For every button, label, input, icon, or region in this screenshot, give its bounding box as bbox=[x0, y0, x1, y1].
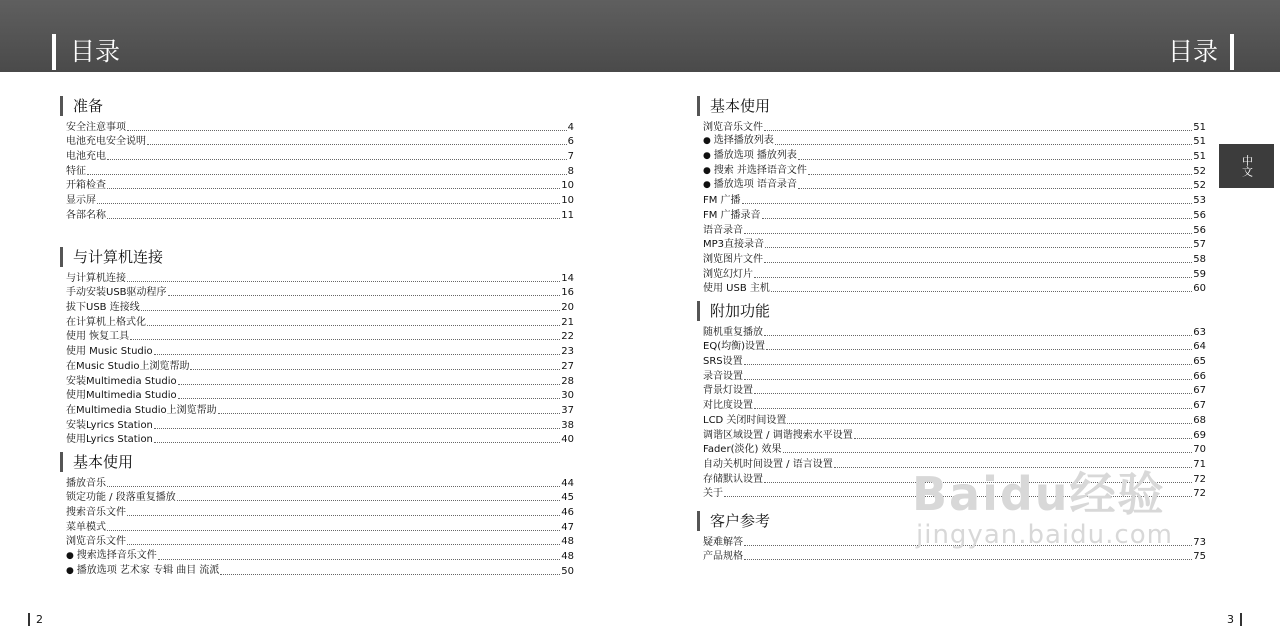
toc-entry-label: 浏览幻灯片 bbox=[703, 268, 753, 280]
toc-entry[interactable] bbox=[66, 207, 574, 222]
toc-entry-page: 52 bbox=[1193, 165, 1206, 177]
toc-entry[interactable] bbox=[66, 329, 574, 344]
toc-entry-label: Fader(淡化) 效果 bbox=[703, 444, 782, 456]
toc-entry-page: 53 bbox=[1193, 195, 1206, 207]
dot-leader bbox=[130, 339, 560, 340]
dot-leader bbox=[771, 291, 1192, 292]
toc-entry[interactable] bbox=[66, 148, 574, 163]
dot-leader bbox=[154, 428, 560, 429]
toc-entry-page: 59 bbox=[1193, 268, 1206, 280]
toc-left-column bbox=[66, 96, 574, 578]
toc-entry-label: LCD 关闭时间设置 bbox=[703, 414, 787, 426]
toc-entry-label: 锁定功能 / 段落重复播放 bbox=[66, 492, 176, 504]
toc-entry-page: 22 bbox=[561, 331, 574, 343]
toc-entry-page: 64 bbox=[1193, 341, 1206, 353]
toc-entry-label: 安装Multimedia Studio bbox=[66, 375, 177, 387]
toc-entry-label: 随机重复播放 bbox=[703, 326, 763, 338]
toc-entry[interactable] bbox=[703, 549, 1206, 564]
toc-entry-label: 存储默认设置 bbox=[703, 473, 763, 485]
dot-leader bbox=[744, 559, 1192, 560]
toc-entry[interactable] bbox=[66, 504, 574, 519]
toc-entry-label: ● 播放选项 艺术家 专辑 曲目 流派 bbox=[66, 564, 219, 578]
dot-leader bbox=[127, 515, 560, 516]
toc-entry-label: 菜单模式 bbox=[66, 521, 106, 533]
toc-entry-page: 46 bbox=[561, 507, 574, 519]
dot-leader bbox=[127, 544, 560, 545]
toc-entry[interactable] bbox=[66, 548, 574, 563]
dot-leader bbox=[754, 277, 1192, 278]
toc-section bbox=[66, 452, 574, 578]
toc-entry-page: 72 bbox=[1193, 488, 1206, 500]
toc-entry[interactable] bbox=[66, 119, 574, 134]
toc-entry[interactable] bbox=[66, 490, 574, 505]
toc-entry[interactable] bbox=[66, 314, 574, 329]
toc-entry-page: 66 bbox=[1193, 370, 1206, 382]
dot-leader bbox=[127, 130, 567, 131]
toc-entry-label: 自动关机时间设置 / 语言设置 bbox=[703, 458, 833, 470]
toc-entry-label: SRS设置 bbox=[703, 356, 743, 368]
dot-leader bbox=[154, 442, 560, 443]
toc-entry-page: 69 bbox=[1193, 429, 1206, 441]
toc-section bbox=[66, 96, 574, 242]
toc-entry[interactable] bbox=[66, 192, 574, 207]
toc-entry-label: 拔下USB 连接线 bbox=[66, 302, 140, 314]
toc-entry[interactable] bbox=[66, 432, 574, 447]
toc-section bbox=[703, 96, 1206, 301]
toc-entry-page: 10 bbox=[561, 180, 574, 192]
section-title: 准备 bbox=[60, 96, 574, 116]
toc-entry-label: 手动安装USB驱动程序 bbox=[66, 287, 167, 299]
toc-entry-label: 使用 USB 主机 bbox=[703, 283, 770, 295]
dot-leader bbox=[762, 218, 1193, 219]
toc-entry-page: 23 bbox=[561, 346, 574, 358]
toc-entry[interactable] bbox=[703, 281, 1206, 296]
toc-entry-page: 37 bbox=[561, 404, 574, 416]
toc-entry-label: 安装Lyrics Station bbox=[66, 419, 153, 431]
dot-leader bbox=[764, 130, 1192, 131]
toc-entry-label: 开箱检查 bbox=[66, 180, 106, 192]
section-title: 与计算机连接 bbox=[60, 247, 574, 267]
toc-entry-label: 疑难解答 bbox=[703, 536, 743, 548]
toc-entry-page: 70 bbox=[1193, 444, 1206, 456]
dot-leader bbox=[787, 423, 1192, 424]
dot-leader bbox=[178, 384, 561, 385]
toc-entry-page: 58 bbox=[1193, 253, 1206, 265]
section-title: 客户参考 bbox=[697, 511, 1206, 531]
toc-entry-page: 48 bbox=[561, 551, 574, 563]
watermark bbox=[912, 468, 1173, 550]
toc-entry-page: 63 bbox=[1193, 326, 1206, 338]
toc-entry-page: 67 bbox=[1193, 400, 1206, 412]
toc-entry-label: ● 搜索选择音乐文件 bbox=[66, 549, 157, 563]
toc-entry[interactable] bbox=[703, 353, 1206, 368]
toc-entry-page: 6 bbox=[567, 136, 574, 148]
dot-leader bbox=[107, 188, 560, 189]
toc-entry-page: 56 bbox=[1193, 224, 1206, 236]
toc-entry-page: 51 bbox=[1193, 151, 1206, 163]
toc-entry[interactable] bbox=[703, 192, 1206, 207]
toc-entry-label: 播放音乐 bbox=[66, 477, 106, 489]
page-number-right: 3 bbox=[1227, 613, 1242, 626]
toc-entry[interactable] bbox=[703, 412, 1206, 427]
toc-entry-page: 65 bbox=[1193, 356, 1206, 368]
toc-entry-page: 14 bbox=[561, 272, 574, 284]
section-title: 基本使用 bbox=[697, 96, 1206, 116]
dot-leader bbox=[190, 369, 560, 370]
dot-leader bbox=[107, 530, 560, 531]
toc-entry[interactable] bbox=[66, 373, 574, 388]
watermark-url: jingyan.baidu.com bbox=[916, 520, 1173, 550]
dot-leader bbox=[854, 438, 1193, 439]
toc-entry-page: 30 bbox=[561, 390, 574, 402]
toc-entry[interactable] bbox=[66, 178, 574, 193]
toc-entry-label: 显示屏 bbox=[66, 195, 96, 207]
dot-leader bbox=[783, 452, 1193, 453]
toc-entry[interactable] bbox=[703, 442, 1206, 457]
toc-entry[interactable] bbox=[703, 324, 1206, 339]
toc-entry-label: 在计算机上格式化 bbox=[66, 316, 146, 328]
dot-leader bbox=[744, 379, 1192, 380]
toc-entry-label: EQ(均衡)设置 bbox=[703, 341, 765, 353]
dot-leader bbox=[107, 159, 567, 160]
toc-entry-page: 67 bbox=[1193, 385, 1206, 397]
toc-entry-label: 电池充电 bbox=[66, 151, 106, 163]
toc-entry[interactable] bbox=[66, 534, 574, 549]
toc-entry-page: 75 bbox=[1193, 551, 1206, 563]
toc-entry-label: 各部名称 bbox=[66, 209, 106, 221]
toc-entry[interactable] bbox=[703, 207, 1206, 222]
section-title: 基本使用 bbox=[60, 452, 574, 472]
toc-entry[interactable] bbox=[66, 163, 574, 178]
toc-entry-page: 57 bbox=[1193, 239, 1206, 251]
toc-entry-page: 16 bbox=[561, 287, 574, 299]
dot-leader bbox=[764, 262, 1192, 263]
toc-entry-page: 45 bbox=[561, 492, 574, 504]
toc-entry-page: 71 bbox=[1193, 458, 1206, 470]
toc-entry-label: FM 广播录音 bbox=[703, 209, 761, 221]
toc-entry-label: ● 播放选项 播放列表 bbox=[703, 149, 797, 163]
dot-leader bbox=[754, 393, 1192, 394]
toc-entry-label: 关于 bbox=[703, 488, 723, 500]
toc-entry[interactable] bbox=[703, 368, 1206, 383]
toc-entry-label: 调谐区域设置 / 调谐搜索水平设置 bbox=[703, 429, 853, 441]
toc-entry[interactable] bbox=[66, 402, 574, 417]
toc-entry-page: 20 bbox=[561, 302, 574, 314]
toc-entry[interactable] bbox=[703, 222, 1206, 237]
toc-entry-label: 语音录音 bbox=[703, 224, 743, 236]
toc-entry-label: 使用Lyrics Station bbox=[66, 434, 153, 446]
toc-section bbox=[66, 247, 574, 452]
dot-leader bbox=[154, 354, 561, 355]
toc-entry-label: 特征 bbox=[66, 165, 86, 177]
dot-leader bbox=[107, 218, 560, 219]
dot-leader bbox=[808, 174, 1192, 175]
toc-entry-page: 38 bbox=[561, 419, 574, 431]
toc-entry-label: 产品规格 bbox=[703, 551, 743, 563]
dot-leader bbox=[87, 174, 567, 175]
dot-leader bbox=[141, 310, 561, 311]
toc-entry[interactable] bbox=[703, 427, 1206, 442]
toc-entry-page: 10 bbox=[561, 195, 574, 207]
language-tab[interactable]: 中文 bbox=[1219, 144, 1274, 188]
dot-leader bbox=[798, 159, 1192, 160]
watermark-logo: Baidu经验 bbox=[912, 467, 1166, 521]
toc-entry-label: 浏览图片文件 bbox=[703, 253, 763, 265]
toc-entry-page: 51 bbox=[1193, 121, 1206, 133]
toc-entry[interactable] bbox=[703, 148, 1206, 163]
toc-entry-label: 浏览音乐文件 bbox=[703, 121, 763, 133]
toc-entry[interactable] bbox=[703, 163, 1206, 178]
toc-entry-page: 11 bbox=[561, 209, 574, 221]
toc-entry-page: 40 bbox=[561, 434, 574, 446]
toc-entry[interactable] bbox=[703, 266, 1206, 281]
toc-entry-page: 47 bbox=[561, 521, 574, 533]
section-title: 附加功能 bbox=[697, 301, 1206, 321]
toc-entry-page: 21 bbox=[561, 316, 574, 328]
toc-entry-label: 背景灯设置 bbox=[703, 385, 753, 397]
toc-entry[interactable] bbox=[703, 397, 1206, 412]
dot-leader bbox=[218, 413, 561, 414]
toc-entry-label: 使用 Music Studio bbox=[66, 346, 153, 358]
toc-entry[interactable] bbox=[703, 339, 1206, 354]
dot-leader bbox=[177, 500, 561, 501]
dot-leader bbox=[765, 247, 1192, 248]
toc-entry-label: MP3直接录音 bbox=[703, 239, 765, 251]
dot-leader bbox=[742, 203, 1193, 204]
dot-leader bbox=[147, 325, 560, 326]
toc-entry-label: ● 选择播放列表 bbox=[703, 134, 774, 148]
toc-entry-page: 73 bbox=[1193, 536, 1206, 548]
toc-entry-label: 电池充电安全说明 bbox=[66, 136, 146, 148]
dot-leader bbox=[107, 486, 560, 487]
toc-entry-page: 51 bbox=[1193, 136, 1206, 148]
toc-entry-label: 使用Multimedia Studio bbox=[66, 390, 177, 402]
toc-entry-label: 在Music Studio上浏览帮助 bbox=[66, 360, 190, 372]
toc-entry-page: 60 bbox=[1193, 283, 1206, 295]
toc-entry[interactable] bbox=[66, 417, 574, 432]
toc-entry[interactable] bbox=[66, 519, 574, 534]
toc-entry-page: 48 bbox=[561, 536, 574, 548]
dot-leader bbox=[158, 559, 561, 560]
toc-entry[interactable] bbox=[66, 343, 574, 358]
toc-entry[interactable] bbox=[703, 237, 1206, 252]
toc-entry[interactable] bbox=[66, 299, 574, 314]
toc-entry[interactable] bbox=[703, 251, 1206, 266]
dot-leader bbox=[220, 574, 560, 575]
toc-entry-label: 浏览音乐文件 bbox=[66, 536, 126, 548]
toc-entry[interactable] bbox=[703, 119, 1206, 134]
dot-leader bbox=[764, 335, 1192, 336]
dot-leader bbox=[775, 144, 1193, 145]
toc-entry[interactable] bbox=[66, 475, 574, 490]
toc-entry[interactable] bbox=[66, 563, 574, 578]
toc-entry-page: 27 bbox=[561, 360, 574, 372]
toc-entry-page: 72 bbox=[1193, 473, 1206, 485]
toc-entry[interactable] bbox=[703, 178, 1206, 193]
dot-leader bbox=[798, 188, 1192, 189]
dot-leader bbox=[754, 408, 1192, 409]
dot-leader bbox=[766, 349, 1192, 350]
toc-entry[interactable] bbox=[66, 134, 574, 149]
page-number-left: 2 bbox=[28, 613, 43, 626]
dot-leader bbox=[178, 398, 561, 399]
dot-leader bbox=[744, 364, 1193, 365]
toc-entry-label: 安全注意事项 bbox=[66, 121, 126, 133]
toc-entry-label: FM 广播 bbox=[703, 195, 741, 207]
toc-entry-label: 搜索音乐文件 bbox=[66, 507, 126, 519]
toc-entry[interactable] bbox=[66, 358, 574, 373]
dot-leader bbox=[744, 233, 1192, 234]
toc-entry-page: 28 bbox=[561, 375, 574, 387]
toc-entry[interactable] bbox=[66, 270, 574, 285]
toc-entry-label: 与计算机连接 bbox=[66, 272, 126, 284]
dot-leader bbox=[97, 203, 560, 204]
toc-entry-page: 50 bbox=[561, 565, 574, 577]
toc-entry-page: 68 bbox=[1193, 414, 1206, 426]
page-title-left: 目录 bbox=[52, 34, 120, 70]
toc-entry-label: ● 搜索 并选择语音文件 bbox=[703, 164, 807, 178]
toc-entry-page: 8 bbox=[567, 165, 574, 177]
toc-entry-page: 7 bbox=[567, 151, 574, 163]
toc-entry[interactable] bbox=[703, 134, 1206, 149]
toc-entry-label: 对比度设置 bbox=[703, 400, 753, 412]
toc-entry[interactable] bbox=[66, 285, 574, 300]
toc-entry-label: ● 播放选项 语音录音 bbox=[703, 178, 797, 192]
toc-entry[interactable] bbox=[703, 383, 1206, 398]
dot-leader bbox=[127, 281, 560, 282]
toc-entry[interactable] bbox=[66, 388, 574, 403]
toc-entry-page: 4 bbox=[567, 121, 574, 133]
dot-leader bbox=[168, 295, 561, 296]
page-title-right: 目录 bbox=[1168, 34, 1234, 70]
toc-entry-label: 使用 恢复工具 bbox=[66, 331, 130, 343]
header-bar bbox=[0, 0, 1280, 72]
toc-entry-page: 52 bbox=[1193, 180, 1206, 192]
toc-entry-page: 56 bbox=[1193, 209, 1206, 221]
dot-leader bbox=[147, 144, 567, 145]
toc-entry-label: 录音设置 bbox=[703, 370, 743, 382]
toc-entry-page: 44 bbox=[561, 477, 574, 489]
toc-entry-label: 在Multimedia Studio上浏览帮助 bbox=[66, 404, 217, 416]
